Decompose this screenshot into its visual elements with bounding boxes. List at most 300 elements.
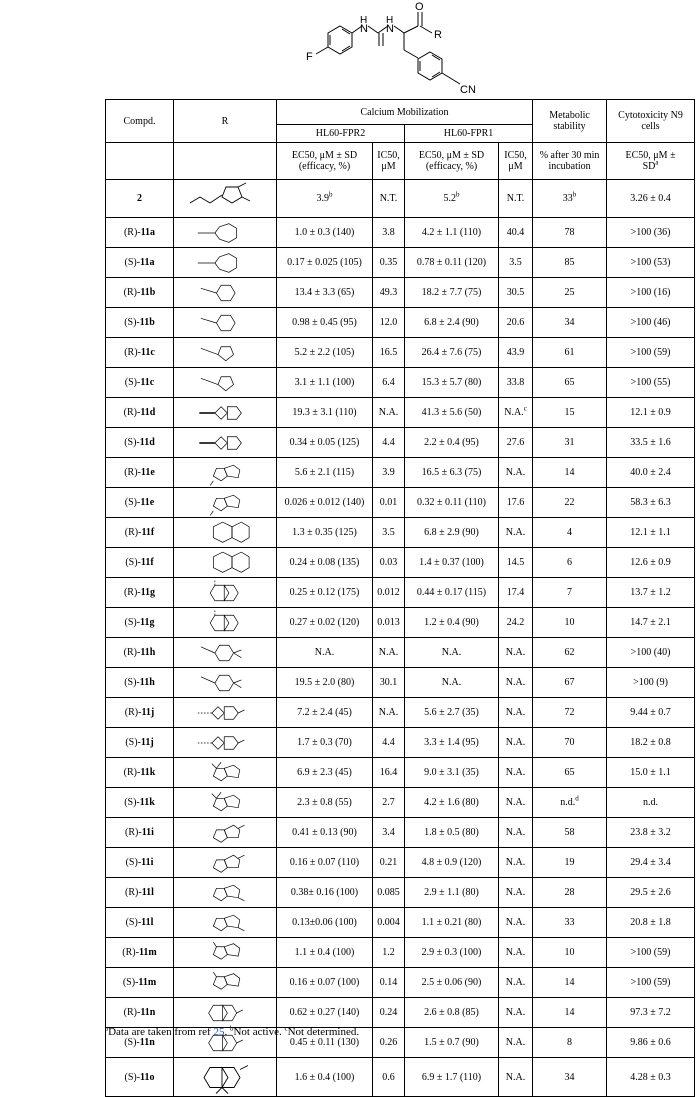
compound-stereo-prefix: (R)- (124, 707, 142, 718)
fpr2-ec50-value: 0.34 ± 0.05 (125) (289, 437, 360, 448)
metabolic-stability (533, 758, 607, 788)
compound-stereo-prefix: (R)- (123, 407, 141, 418)
cytotoxicity-value: >100 (59) (630, 947, 671, 958)
compound-stereo-prefix: (S)- (125, 557, 141, 568)
metabolic-stability (533, 308, 607, 338)
cytotoxicity-value: 3.26 ± 0.4 (630, 193, 671, 204)
fpr2-ec50 (277, 998, 373, 1028)
r-group-structure (174, 878, 277, 908)
cytotoxicity (607, 698, 695, 728)
fpr1-ec50-value: N.A. (441, 677, 462, 688)
fpr2-ic50 (373, 968, 405, 998)
compound-number: 11i (141, 857, 154, 868)
metabolic-stability-value: 22 (564, 497, 575, 508)
fpr2-ic50 (373, 248, 405, 278)
cytotoxicity (607, 398, 695, 428)
compound-number: 11f (140, 557, 154, 568)
metabolic-stability-value: 31 (564, 437, 575, 448)
fpr2-ic50-value: 3.9 (382, 467, 395, 478)
fpr1-ic50-value: N.A. (505, 887, 526, 898)
cytotoxicity-value: 20.8 ± 1.8 (630, 917, 671, 928)
table-row (106, 938, 695, 968)
fpr2-ec50 (277, 278, 373, 308)
fpr1-ic50 (499, 668, 533, 698)
fpr2-ec50-value: 0.62 ± 0.27 (140) (289, 1007, 360, 1018)
fpr1-ec50-value: 2.9 ± 1.1 (80) (424, 887, 479, 898)
compound-number: 11b (139, 317, 155, 328)
metabolic-stability-value: 10 (564, 947, 575, 958)
table-row (106, 1058, 695, 1097)
fpr1-ec50 (405, 908, 499, 938)
fpr2-ic50 (373, 998, 405, 1028)
table-row (106, 788, 695, 818)
header-calcium: Calcium Mobilization (277, 100, 533, 125)
fpr1-ic50 (499, 878, 533, 908)
metabolic-stability-value: 65 (564, 377, 575, 388)
scaffold-structure-drawing (300, 0, 510, 96)
fpr2-ic50 (373, 308, 405, 338)
fpr1-ic50-value: N.A. (505, 977, 526, 988)
fpr1-ic50-value: 27.6 (506, 437, 525, 448)
compound-id (106, 698, 174, 728)
metabolic-stability-value: n.d. (560, 797, 576, 808)
fpr1-ic50 (499, 548, 533, 578)
compound-stereo-prefix: (S)- (124, 377, 141, 388)
compound-number: 11d (140, 407, 156, 418)
fpr1-ec50-value: 1.8 ± 0.5 (80) (424, 827, 479, 838)
metabolic-stability (533, 548, 607, 578)
cytotoxicity (607, 908, 695, 938)
table-row (106, 180, 695, 218)
footnote-ref-link[interactable]: 25 (213, 1026, 225, 1038)
fpr1-ec50-value: 26.4 ± 7.6 (75) (421, 347, 482, 358)
cytotoxicity (607, 788, 695, 818)
compound-stereo-prefix: (R)- (123, 227, 141, 238)
footnotes (105, 1026, 359, 1038)
fpr2-ec50 (277, 668, 373, 698)
r-group-structure (174, 548, 277, 578)
stab-line2: incubation (548, 161, 591, 172)
fpr2-ec50 (277, 1058, 373, 1097)
fpr1-ic50-value: 33.8 (506, 377, 525, 388)
compound-number: 11n (140, 1007, 156, 1018)
cytotoxicity (607, 638, 695, 668)
cytotoxicity (607, 1028, 695, 1058)
cytotoxicity-value: 15.0 ± 1.1 (630, 767, 671, 778)
fpr2-ic50 (373, 788, 405, 818)
fpr1-ic50 (499, 1058, 533, 1097)
compound-stereo-prefix: (S)- (124, 497, 141, 508)
table-row (106, 278, 695, 308)
fpr2-ic50-value: 0.26 (379, 1037, 398, 1048)
fpr2-ec50-value: 19.3 ± 3.1 (110) (292, 407, 357, 418)
fpr1-ec50-value: 6.9 ± 1.7 (110) (421, 1071, 482, 1083)
compound-stereo-prefix: (R)- (124, 527, 142, 538)
table-row (106, 518, 695, 548)
r-group-structure (174, 458, 277, 488)
fpr1-ec50 (405, 180, 499, 218)
fpr2-ec50 (277, 848, 373, 878)
compound-number: 11g (140, 617, 155, 628)
fpr2-ec50-value: 0.16 ± 0.07 (100) (289, 977, 360, 988)
fpr2-ic50 (373, 548, 405, 578)
header-blank-r (174, 143, 277, 180)
metabolic-stability (533, 1058, 607, 1097)
fpr1-ec50-value: 0.78 ± 0.11 (120) (416, 257, 487, 268)
compound-number: 11k (140, 767, 156, 778)
metabolic-stability (533, 180, 607, 218)
fpr2-ic50 (373, 1028, 405, 1058)
table-row (106, 248, 695, 278)
fpr1-ic50 (499, 818, 533, 848)
header-fpr2-ic50 (373, 143, 405, 180)
r-group-structure (174, 788, 277, 818)
r-group-icon (180, 399, 270, 427)
metabolic-stability (533, 398, 607, 428)
fpr1-ec50 (405, 1028, 499, 1058)
cytotoxicity (607, 218, 695, 248)
cytotoxicity (607, 308, 695, 338)
compound-number: 11l (141, 917, 154, 928)
compound-stereo-prefix: (S)- (124, 317, 140, 328)
r-group-structure (174, 338, 277, 368)
fpr2-ic50-value: 4.4 (382, 437, 395, 448)
compound-id (106, 758, 174, 788)
fpr1-ic50-value: N.T. (506, 193, 525, 204)
fpr1-ec50-value: 1.5 ± 0.7 (90) (424, 1037, 479, 1048)
metabolic-stability-value: 65 (564, 767, 575, 778)
fpr2-ec50-value: 0.27 ± 0.02 (120) (289, 617, 360, 628)
activity-table (105, 99, 695, 1097)
r-group-structure (174, 938, 277, 968)
fpr1-ic50-value: N.A. (505, 737, 526, 748)
r-group-structure (174, 368, 277, 398)
compound-id (106, 458, 174, 488)
fpr1-ec50-value: 18.2 ± 7.7 (75) (421, 287, 482, 298)
fpr1-ic50 (499, 758, 533, 788)
r-group-structure (174, 608, 277, 638)
fpr2-ec50 (277, 398, 373, 428)
cytotoxicity-value: >100 (53) (630, 257, 671, 268)
metabolic-stability (533, 848, 607, 878)
fpr1-ic50 (499, 848, 533, 878)
compound-id (106, 1058, 174, 1097)
fpr2-ec50-value: 1.1 ± 0.4 (100) (294, 947, 355, 958)
compound-id (106, 728, 174, 758)
cytotoxicity (607, 338, 695, 368)
table-row (106, 878, 695, 908)
table-row (106, 668, 695, 698)
table-row (106, 968, 695, 998)
cyto-line2: SD (642, 161, 656, 172)
fpr2-ic50-value: 4.4 (382, 737, 395, 748)
fpr1-ic50-value: 40.4 (506, 227, 525, 238)
fpr1-ic50 (499, 728, 533, 758)
fpr1-ec50 (405, 728, 499, 758)
compound-stereo-prefix: (R)- (123, 587, 141, 598)
fpr2-ic50-value: 0.085 (377, 887, 400, 898)
fpr1-ic50 (499, 278, 533, 308)
fpr1-ec50 (405, 458, 499, 488)
table-row (106, 758, 695, 788)
fpr1-ic50-value: 14.5 (506, 557, 525, 568)
cytotoxicity-value: 23.8 ± 3.2 (630, 827, 671, 838)
r-group-icon (180, 939, 270, 967)
fpr1-ic50-value: N.A. (505, 1071, 526, 1083)
fpr1-ic50 (499, 968, 533, 998)
fpr2-ec50 (277, 608, 373, 638)
compound-stereo-prefix: (S)- (124, 677, 140, 688)
compound-id (106, 968, 174, 998)
metabolic-stability (533, 368, 607, 398)
fpr1-ec50 (405, 968, 499, 998)
fpr2-ic50-value: 3.4 (382, 827, 395, 838)
fpr2-ic50 (373, 878, 405, 908)
fpr2-ic50-value: 2.7 (382, 797, 395, 808)
r-group-icon (180, 309, 270, 337)
metabolic-stability-value: 15 (564, 407, 575, 418)
compound-number: 11h (139, 677, 155, 688)
fpr2-ec50-value: 0.026 ± 0.012 (140) (284, 497, 365, 508)
r-group-structure (174, 428, 277, 458)
footnote-c-mark: c (284, 1024, 288, 1033)
scaffold-label-r: R (434, 29, 442, 41)
fpr2-ic50 (373, 1058, 405, 1097)
fpr1-ic50 (499, 608, 533, 638)
metabolic-stability-value: 70 (564, 737, 575, 748)
fpr2-ec50 (277, 518, 373, 548)
compound-number: 2 (137, 193, 142, 204)
fpr2-ec50 (277, 758, 373, 788)
metabolic-stability (533, 818, 607, 848)
compound-number: 11l (141, 887, 154, 898)
compound-id (106, 368, 174, 398)
fpr2-ec50-value: 6.9 ± 2.3 (45) (297, 767, 352, 778)
r-group-structure (174, 908, 277, 938)
fpr1-ec50-value: 5.6 ± 2.7 (35) (424, 707, 479, 718)
table-row (106, 608, 695, 638)
compound-number: 11i (141, 827, 154, 838)
table-body (106, 180, 695, 1097)
fpr2-ec50-value: 1.0 ± 0.3 (140) (294, 227, 355, 238)
compound-stereo-prefix: (S)- (124, 797, 140, 808)
fpr2-ec50 (277, 878, 373, 908)
table-row (106, 218, 695, 248)
table-row (106, 848, 695, 878)
table-row (106, 428, 695, 458)
metabolic-stability (533, 1028, 607, 1058)
fpr1-ec50 (405, 818, 499, 848)
fpr1-ic50 (499, 428, 533, 458)
fpr2-ec50 (277, 728, 373, 758)
fpr1-ec50-value: 6.8 ± 2.4 (90) (424, 317, 479, 328)
fpr2-ec50 (277, 578, 373, 608)
cytotoxicity (607, 180, 695, 218)
fpr2-ic50-value: N.A. (378, 407, 399, 418)
fpr2-ic50-value: 3.8 (382, 227, 395, 238)
cytotoxicity (607, 608, 695, 638)
fpr1-ic50-value: N.A. (505, 1037, 526, 1048)
r-group-structure (174, 638, 277, 668)
fpr2-ic50 (373, 398, 405, 428)
cytotoxicity (607, 548, 695, 578)
fpr2-ic50-line2: μM (381, 161, 396, 172)
compound-stereo-prefix: (S)- (125, 737, 141, 748)
compound-id (106, 218, 174, 248)
cytotoxicity-value: 58.3 ± 6.3 (630, 497, 671, 508)
compound-stereo-prefix: (R)- (123, 1007, 141, 1018)
r-group-icon (180, 459, 270, 487)
cytotoxicity-value: >100 (59) (630, 347, 671, 358)
fpr2-ec50-value: 1.7 ± 0.3 (70) (297, 737, 352, 748)
fpr2-ec50 (277, 218, 373, 248)
fpr1-ec50-value: 0.32 ± 0.11 (110) (417, 497, 486, 508)
metabolic-stability (533, 728, 607, 758)
r-group-structure (174, 278, 277, 308)
r-group-structure (174, 180, 277, 218)
compound-id (106, 608, 174, 638)
fpr2-ic50 (373, 180, 405, 218)
header-fpr2-ec50 (277, 143, 373, 180)
compound-stereo-prefix: (R)- (124, 467, 141, 478)
fpr2-ic50-value: 0.21 (379, 857, 398, 868)
metabolic-stability (533, 938, 607, 968)
cytotoxicity (607, 248, 695, 278)
cytotoxicity (607, 878, 695, 908)
fpr2-ec50-value: 1.6 ± 0.4 (100) (294, 1071, 355, 1083)
metabolic-stability (533, 278, 607, 308)
fpr1-ic50 (499, 1028, 533, 1058)
metabolic-stability-value: 78 (564, 227, 575, 238)
fpr2-ec50-value: 19.5 ± 2.0 (80) (294, 677, 355, 688)
r-group-icon (180, 819, 270, 847)
fpr1-ec50-value: 1.2 ± 0.4 (90) (424, 617, 479, 628)
r-group-structure (174, 968, 277, 998)
scaffold-label-nh1: H (360, 15, 368, 26)
fpr2-ec50 (277, 308, 373, 338)
compound-stereo-prefix: (R)- (125, 827, 142, 838)
metabolic-stability-value: 6 (567, 557, 573, 568)
cytotoxicity-value: >100 (59) (630, 977, 671, 988)
fpr2-ec50-value: 0.25 ± 0.12 (175) (289, 587, 360, 598)
fpr2-ec50-value: 13.4 ± 3.3 (65) (294, 287, 355, 298)
fpr2-ic50 (373, 908, 405, 938)
fpr1-ic50-value: 3.5 (509, 257, 522, 268)
compound-id (106, 278, 174, 308)
fpr1-ec50-footnote-mark: b (456, 190, 460, 199)
metabolic-stability-value: 25 (564, 287, 575, 298)
fpr1-ic50-value: N.A. (505, 857, 526, 868)
r-group-icon (180, 639, 270, 667)
metabolic-stability (533, 518, 607, 548)
metabolic-stability-value: 28 (564, 887, 575, 898)
scaffold-label-o: O (415, 1, 424, 13)
cytotoxicity (607, 458, 695, 488)
footnote-b-mark: b (229, 1024, 234, 1033)
fpr1-ec50 (405, 638, 499, 668)
fpr1-ec50-value: N.A. (441, 647, 462, 658)
fpr1-ic50 (499, 998, 533, 1028)
fpr1-ic50-value: N.A. (505, 1007, 526, 1018)
r-group-icon (180, 789, 270, 817)
fpr1-ec50 (405, 488, 499, 518)
compound-number: 11g (140, 587, 156, 598)
fpr1-ic50-value: N.A. (505, 527, 526, 538)
cytotoxicity-value: >100 (36) (630, 227, 671, 238)
fpr1-ec50 (405, 248, 499, 278)
table-row (106, 818, 695, 848)
fpr2-ic50-value: 16.5 (379, 347, 398, 358)
table-row (106, 488, 695, 518)
fpr1-ec50-value: 41.3 ± 5.6 (50) (421, 407, 482, 418)
r-group-icon (180, 579, 270, 607)
fpr1-ec50-value: 0.44 ± 0.17 (115) (416, 587, 487, 598)
fpr1-ic50 (499, 698, 533, 728)
fpr1-ic50 (499, 308, 533, 338)
fpr1-ec50 (405, 998, 499, 1028)
fpr2-ec50-value: 0.41 ± 0.13 (90) (292, 827, 357, 838)
table-row (106, 638, 695, 668)
table-row (106, 458, 695, 488)
fpr2-ic50-value: 30.1 (379, 677, 398, 688)
fpr2-ic50 (373, 428, 405, 458)
compound-number: 11e (140, 467, 155, 478)
fpr1-ic50-value: N.A. (504, 407, 524, 418)
fpr1-ic50 (499, 788, 533, 818)
r-group-structure (174, 728, 277, 758)
metabolic-stability-value: 67 (564, 677, 575, 688)
compound-number: 11o (140, 1071, 155, 1083)
compound-id (106, 548, 174, 578)
fpr2-ic50-value: 0.013 (377, 617, 400, 628)
fpr1-ec50-value: 16.5 ± 6.3 (75) (421, 467, 482, 478)
fpr2-ec50 (277, 428, 373, 458)
fpr2-ic50-value: N.A. (378, 707, 399, 718)
fpr2-ic50-value: 0.14 (379, 977, 398, 988)
fpr1-ic50-value: N.A. (505, 677, 526, 688)
fpr2-ic50-value: 0.01 (379, 497, 398, 508)
cytotoxicity-value: 12.1 ± 0.9 (630, 407, 671, 418)
cytotoxicity-value: 12.1 ± 1.1 (630, 527, 671, 538)
compound-id (106, 578, 174, 608)
fpr1-ec50 (405, 428, 499, 458)
fpr2-ic50 (373, 608, 405, 638)
compound-number: 11e (140, 497, 155, 508)
table-row (106, 998, 695, 1028)
r-group-icon (180, 669, 270, 697)
fpr1-ec50 (405, 1058, 499, 1097)
fpr1-ic50 (499, 368, 533, 398)
fpr2-ic50-value: 6.4 (382, 377, 395, 388)
fpr1-ec50 (405, 578, 499, 608)
r-group-icon (180, 429, 270, 457)
fpr1-ic50 (499, 338, 533, 368)
metabolic-stability (533, 998, 607, 1028)
fpr1-ec50-value: 1.1 ± 0.21 (80) (421, 917, 482, 928)
fpr1-ec50-line1: EC50, μM ± SD (418, 150, 485, 161)
cytotoxicity-value: 9.44 ± 0.7 (630, 707, 671, 718)
scaffold-label-n2: N (386, 23, 394, 35)
header-stability (533, 143, 607, 180)
fpr1-ic50-value: N.A. (505, 917, 526, 928)
fpr2-ic50 (373, 818, 405, 848)
fpr1-ic50-value: 17.6 (506, 497, 525, 508)
r-group-icon (180, 369, 270, 397)
fpr1-ec50-value: 4.2 ± 1.6 (80) (424, 797, 479, 808)
fpr2-ec50-value: 3.1 ± 1.1 (100) (294, 377, 355, 388)
r-group-icon (180, 879, 270, 907)
footnote-c-text: Not determined. (287, 1026, 360, 1038)
